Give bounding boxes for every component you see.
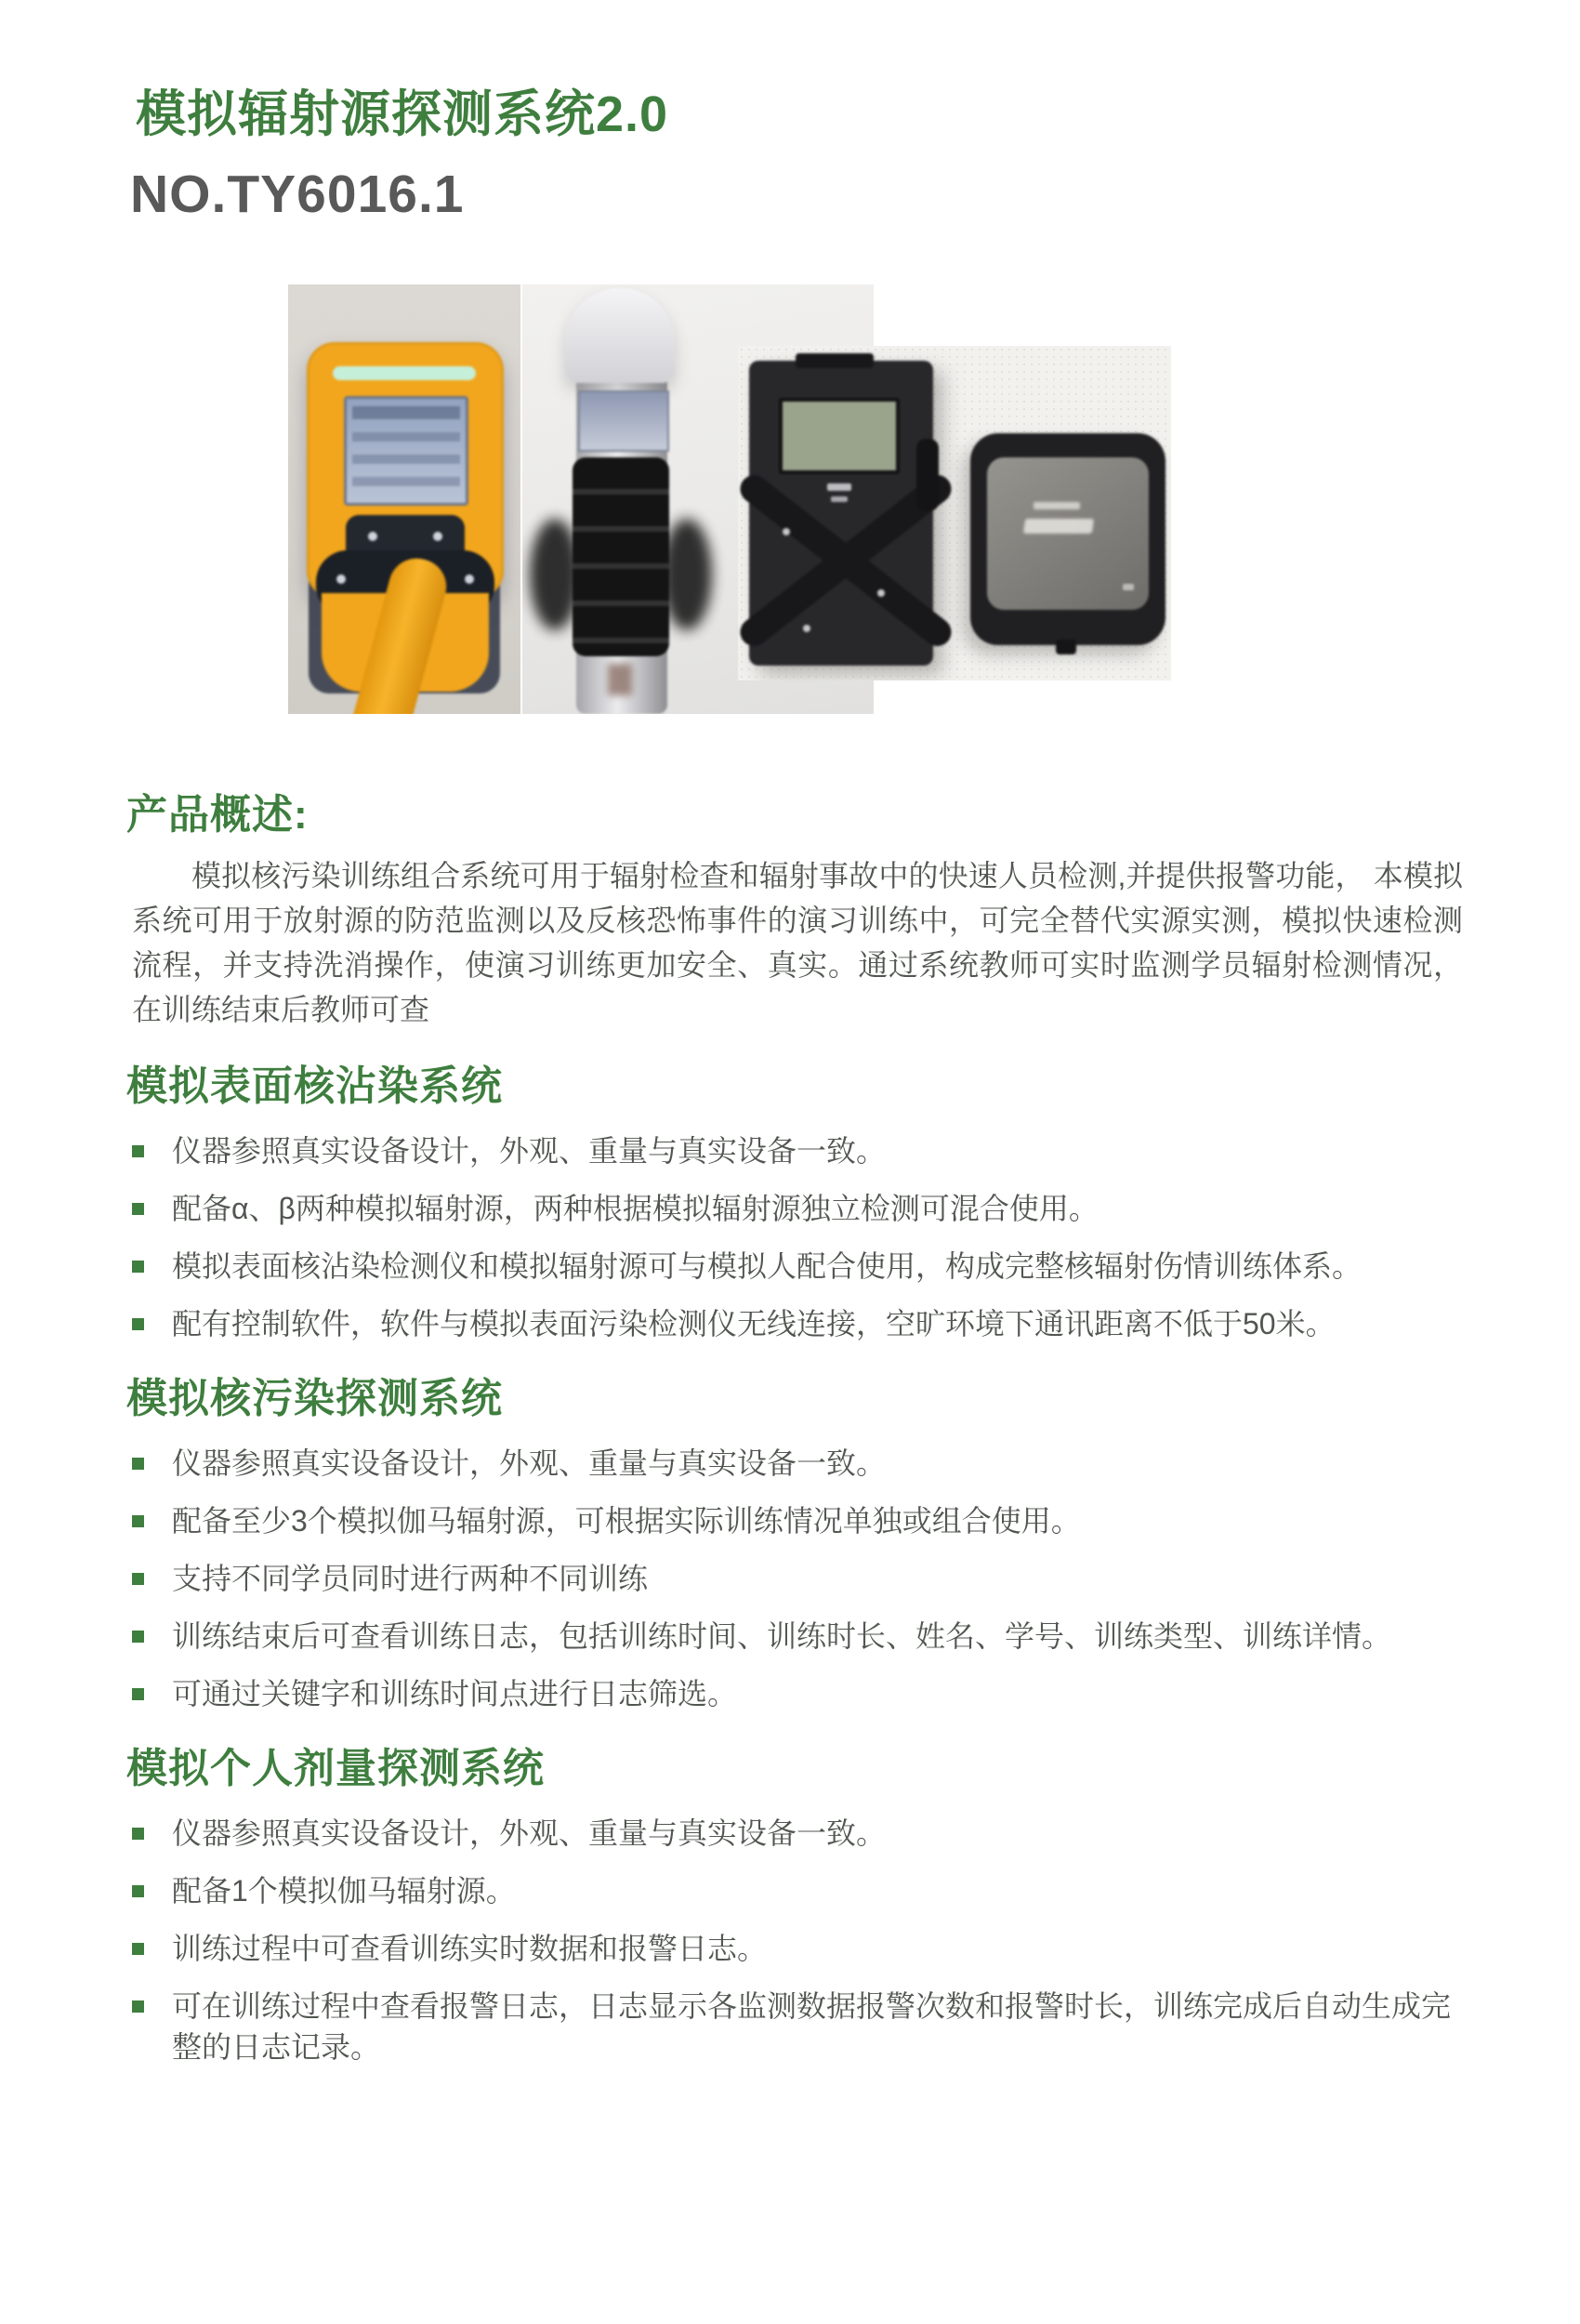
list-item [130, 1500, 1468, 1541]
bullet-marker [132, 2000, 144, 2013]
section-heading-surface-contamination: 模拟表面核沾染系统 [126, 1063, 503, 1109]
list-item [130, 1870, 1468, 1911]
list-item-text: 配备至少3个模拟伽马辐射源，可根据实际训练情况单独或组合使用。 [172, 1504, 1081, 1538]
list-item-text: 配备1个模拟伽马辐射源。 [172, 1874, 516, 1908]
list-item [130, 1928, 1468, 1969]
dosimeter-art [738, 346, 1171, 680]
model-number: NO.TY6016.1 [130, 165, 465, 224]
bullet-marker [132, 1515, 144, 1527]
feature-list-personal-dose [130, 1813, 1459, 2067]
photo-personal-dosimeter-and-case [738, 346, 1171, 680]
bullet-marker [132, 1943, 144, 1955]
list-item [130, 1813, 1468, 1854]
bullet-marker [132, 1145, 144, 1157]
list-item [130, 1130, 1468, 1171]
bullet-marker [132, 1318, 144, 1330]
bullet-marker [132, 1458, 144, 1470]
product-photo-strip [130, 284, 1459, 714]
feature-list-surface-contamination [130, 1130, 1459, 1344]
bullet-marker [132, 1261, 144, 1273]
probe-foam-grip [573, 457, 669, 656]
section-heading-personal-dose: 模拟个人剂量探测系统 [126, 1746, 545, 1791]
list-item [130, 1443, 1468, 1484]
bullet-marker [132, 1688, 144, 1700]
overview-paragraph: 模拟核污染训练组合系统可用于辐射检查和辐射事故中的快速人员检测,并提供报警功能， 本模拟系统可用于放射源的防范监测以及反核恐怖事件的演习训练中，可完全替代实源实测，模拟快速检测流程，并支持洗消操作，使演习训练更加安全、真实。通过系统教师可实时监测学员辐射检测情况，在训练结束后教师可查 [132, 859, 1463, 1026]
list-item-text: 模拟表面核沾染检测仪和模拟辐射源可与模拟人配合使用，构成完整核辐射伤情训练体系。 [172, 1249, 1363, 1283]
dosimeter-lcd-screen [779, 398, 900, 474]
page-title: 模拟辐射源探测系统2.0 [136, 86, 669, 142]
list-item-text: 配有控制软件，软件与模拟表面污染检测仪无线连接，空旷环境下通讯距离不低于50米。 [172, 1307, 1336, 1340]
list-item [130, 1246, 1468, 1287]
bullet-marker [132, 1631, 144, 1643]
bullet-marker [132, 1885, 144, 1897]
list-item-text: 仪器参照真实设备设计，外观、重量与真实设备一致。 [172, 1134, 887, 1168]
list-item-text: 可在训练过程中查看报警日志，日志显示各监测数据报警次数和报警时长，训练完成后自动生成完整的日志记录。 [172, 1989, 1452, 2064]
detector-lcd-screen [344, 396, 468, 506]
list-item-text: 支持不同学员同时进行两种不同训练 [172, 1562, 649, 1595]
list-item-text: 配备α、β两种模拟辐射源，两种根据模拟辐射源独立检测可混合使用。 [172, 1192, 1099, 1225]
list-item-text: 可通过关键字和训练时间点进行日志筛选。 [172, 1677, 738, 1710]
probe-dome-head [565, 288, 675, 383]
feature-list-nuclear-pollution [130, 1443, 1459, 1714]
bullet-marker [132, 1573, 144, 1585]
list-item-text: 仪器参照真实设备设计，外观、重量与真实设备一致。 [172, 1446, 887, 1480]
list-item [130, 1558, 1468, 1599]
list-item-text: 仪器参照真实设备设计，外观、重量与真实设备一致。 [172, 1816, 887, 1850]
bullet-marker [132, 1203, 144, 1215]
bullet-marker [132, 1828, 144, 1840]
list-item-text: 训练过程中可查看训练实时数据和报警日志。 [172, 1932, 768, 1965]
photo-surface-contamination-detector [288, 284, 520, 714]
probe-display [578, 390, 669, 452]
list-item [130, 1673, 1468, 1714]
list-item [130, 1986, 1468, 2067]
section-heading-nuclear-pollution: 模拟核污染探测系统 [126, 1376, 503, 1421]
list-item [130, 1616, 1468, 1657]
list-item [130, 1188, 1468, 1229]
yellow-detector-art [288, 284, 520, 714]
list-item [130, 1303, 1468, 1344]
detector-indicator-stripe [333, 366, 476, 380]
list-item-text: 训练结束后可查看训练日志，包括训练时间、训练时长、姓名、学号、训练类型、训练详情。 [172, 1619, 1392, 1653]
section-heading-overview: 产品概述: [126, 792, 309, 838]
